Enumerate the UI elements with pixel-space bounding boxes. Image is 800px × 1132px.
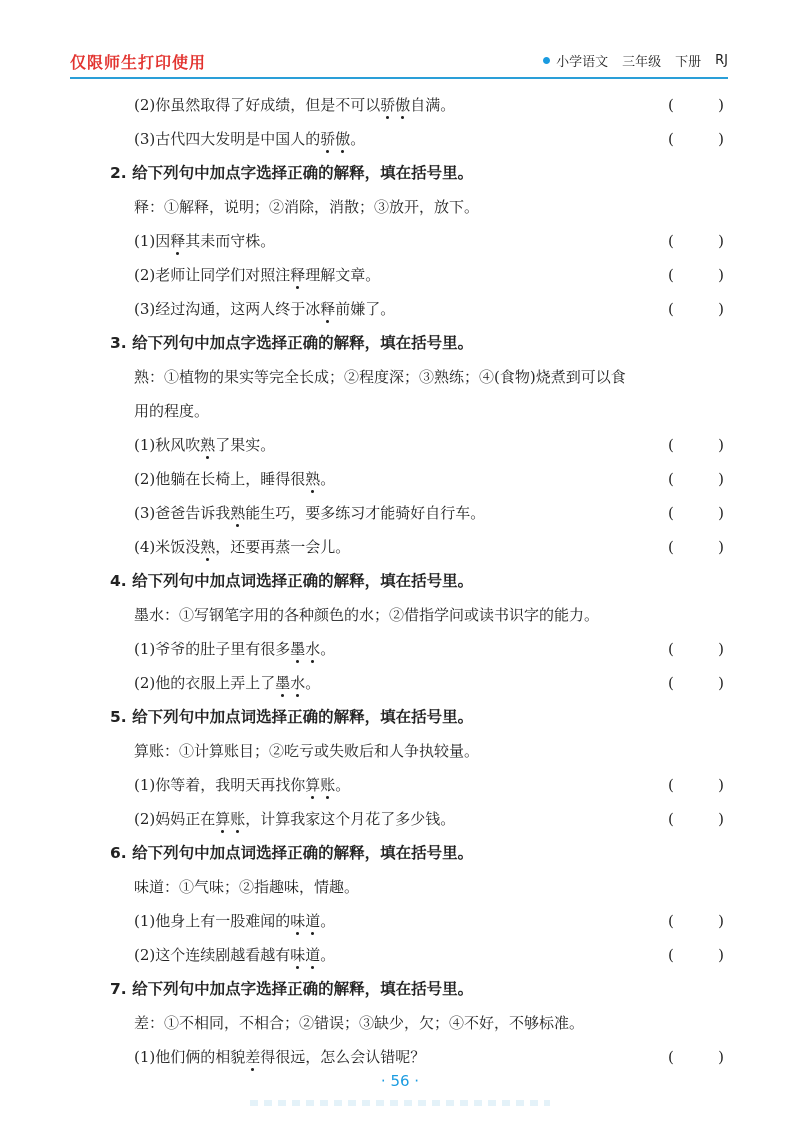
text-segment: 5. 给下列句中加点词选择正确的解释，填在括号里。 — [110, 708, 474, 726]
sentence-item — [0, 428, 800, 462]
text-segment: 。 — [320, 640, 336, 658]
dotted-character: 算 — [215, 802, 230, 836]
dotted-character: 骄 — [320, 122, 335, 156]
volume-label: 下册 — [675, 55, 702, 70]
text-segment: 其耒而守株。 — [185, 232, 276, 250]
text-segment: 。 — [320, 912, 336, 930]
question-heading — [0, 564, 800, 598]
header-divider — [70, 77, 728, 79]
text-segment: 。 — [335, 776, 351, 794]
answer-blank[interactable] — [668, 428, 724, 462]
text-segment: 前嫌了。 — [335, 300, 396, 318]
text-segment: 墨水：①写钢笔字用的各种颜色的水；②借指学问或读书识字的能力。 — [134, 606, 600, 624]
sentence-item — [0, 462, 800, 496]
text-segment: 得很远，怎么会认错呢？ — [260, 1048, 426, 1066]
text-segment: (1)他身上有一股难闻的 — [134, 912, 291, 930]
text-segment: 味道：①气味；②指趣味，情趣。 — [134, 878, 360, 896]
open-paren: ( — [668, 232, 674, 250]
close-paren: ) — [718, 538, 724, 556]
text-segment: 。 — [320, 946, 336, 964]
close-paren: ) — [718, 946, 724, 964]
sentence-item — [0, 88, 800, 122]
dotted-character: 墨 — [275, 666, 290, 700]
sentence-item — [0, 496, 800, 530]
text-segment: (1)爷爷的肚子里有很多 — [134, 640, 291, 658]
dotted-character: 算 — [305, 768, 320, 802]
book-info — [543, 51, 728, 70]
answer-blank[interactable] — [668, 462, 724, 496]
text-segment: (3)爸爸告诉我 — [134, 504, 231, 522]
dotted-character: 熟 — [230, 496, 245, 530]
sentence-item — [0, 938, 800, 972]
answer-blank[interactable] — [668, 292, 724, 326]
open-paren: ( — [668, 130, 674, 148]
page-header — [70, 48, 728, 76]
sentence-item — [0, 122, 800, 156]
definition-line — [0, 190, 800, 224]
grade-label: 三年级 — [622, 55, 662, 70]
text-segment: ，还要再蒸一会儿。 — [215, 538, 351, 556]
dotted-character: 水 — [290, 666, 305, 700]
text-segment: 释：①解释，说明；②消除，消散；③放开，放下。 — [134, 198, 480, 216]
definition-line — [0, 734, 800, 768]
open-paren: ( — [668, 810, 674, 828]
text-segment: (3)经过沟通，这两人终于冰 — [134, 300, 321, 318]
dotted-character: 味 — [290, 938, 305, 972]
definition-line — [0, 1006, 800, 1040]
dotted-character: 道 — [305, 938, 320, 972]
answer-blank[interactable] — [668, 938, 724, 972]
open-paren: ( — [668, 776, 674, 794]
open-paren: ( — [668, 912, 674, 930]
definition-line — [0, 360, 800, 394]
text-segment: (2)妈妈正在 — [134, 810, 216, 828]
sentence-item — [0, 530, 800, 564]
text-segment: 4. 给下列句中加点词选择正确的解释，填在括号里。 — [110, 572, 474, 590]
footer-decoration — [250, 1100, 550, 1106]
answer-blank[interactable] — [668, 258, 724, 292]
text-segment: ，计算我家这个月花了多少钱。 — [245, 810, 456, 828]
open-paren: ( — [668, 946, 674, 964]
print-notice: 仅限师生打印使用 — [70, 53, 207, 72]
text-segment: 理解文章。 — [305, 266, 381, 284]
text-segment: 7. 给下列句中加点字选择正确的解释，填在括号里。 — [110, 980, 474, 998]
text-segment: (4)米饭没 — [134, 538, 201, 556]
subject-label: 小学语文 — [556, 55, 609, 70]
open-paren: ( — [668, 640, 674, 658]
text-segment: (2)他躺在长椅上，睡得很 — [134, 470, 306, 488]
question-heading — [0, 972, 800, 1006]
bullet-dot-icon — [543, 57, 550, 64]
text-segment: 自满。 — [410, 96, 456, 114]
text-segment: 。 — [320, 470, 336, 488]
close-paren: ) — [718, 640, 724, 658]
open-paren: ( — [668, 1048, 674, 1066]
text-segment: 。 — [305, 674, 321, 692]
sentence-item — [0, 666, 800, 700]
close-paren: ) — [718, 810, 724, 828]
text-segment: 用的程度。 — [134, 402, 210, 420]
answer-blank[interactable] — [668, 904, 724, 938]
dotted-character: 熟 — [200, 428, 215, 462]
text-segment: 差：①不相同，不相合；②错误；③缺少，欠；④不好，不够标准。 — [134, 1014, 585, 1032]
sentence-item — [0, 904, 800, 938]
text-segment: 了果实。 — [215, 436, 276, 454]
dotted-character: 释 — [320, 292, 335, 326]
close-paren: ) — [718, 232, 724, 250]
dotted-character: 释 — [290, 258, 305, 292]
sentence-item — [0, 802, 800, 836]
text-segment: 6. 给下列句中加点词选择正确的解释，填在括号里。 — [110, 844, 474, 862]
answer-blank[interactable] — [668, 88, 724, 122]
answer-blank[interactable] — [668, 666, 724, 700]
close-paren: ) — [718, 1048, 724, 1066]
open-paren: ( — [668, 504, 674, 522]
definition-line — [0, 394, 800, 428]
answer-blank[interactable] — [668, 768, 724, 802]
open-paren: ( — [668, 674, 674, 692]
answer-blank[interactable] — [668, 632, 724, 666]
dotted-character: 道 — [305, 904, 320, 938]
dotted-character: 味 — [290, 904, 305, 938]
close-paren: ) — [718, 436, 724, 454]
open-paren: ( — [668, 96, 674, 114]
close-paren: ) — [718, 504, 724, 522]
text-segment: (3)古代四大发明是中国人的 — [134, 130, 321, 148]
text-segment: (2)老师让同学们对照注 — [134, 266, 291, 284]
text-segment: (2)这个连续剧越看越有 — [134, 946, 291, 964]
exercise-content — [0, 88, 800, 1074]
text-segment: 能生巧，要多练习才能骑好自行车。 — [245, 504, 486, 522]
answer-blank[interactable] — [668, 224, 724, 258]
sentence-item — [0, 1040, 800, 1074]
answer-blank[interactable] — [668, 122, 724, 156]
question-heading — [0, 326, 800, 360]
answer-blank[interactable] — [668, 496, 724, 530]
question-heading — [0, 836, 800, 870]
open-paren: ( — [668, 470, 674, 488]
dotted-character: 骄 — [380, 88, 395, 122]
close-paren: ) — [718, 674, 724, 692]
close-paren: ) — [718, 266, 724, 284]
sentence-item — [0, 258, 800, 292]
answer-blank[interactable] — [668, 530, 724, 564]
text-segment: (1)他们俩的相貌 — [134, 1048, 246, 1066]
question-heading — [0, 700, 800, 734]
text-segment: 3. 给下列句中加点字选择正确的解释，填在括号里。 — [110, 334, 474, 352]
close-paren: ) — [718, 912, 724, 930]
text-segment: (1)秋风吹 — [134, 436, 201, 454]
text-segment: (2)他的衣服上弄上了 — [134, 674, 276, 692]
text-segment: 。 — [350, 130, 366, 148]
text-segment: 算账：①计算账目；②吃亏或失败后和人争执较量。 — [134, 742, 480, 760]
close-paren: ) — [718, 470, 724, 488]
question-heading — [0, 156, 800, 190]
text-segment: 2. 给下列句中加点字选择正确的解释，填在括号里。 — [110, 164, 474, 182]
dotted-character: 熟 — [200, 530, 215, 564]
close-paren: ) — [718, 300, 724, 318]
dotted-character: 账 — [320, 768, 335, 802]
dotted-character: 释 — [170, 224, 185, 258]
definition-line — [0, 598, 800, 632]
dotted-character: 傲 — [395, 88, 410, 122]
dotted-character: 墨 — [290, 632, 305, 666]
dotted-character: 熟 — [305, 462, 320, 496]
answer-blank[interactable] — [668, 802, 724, 836]
definition-line — [0, 870, 800, 904]
close-paren: ) — [718, 776, 724, 794]
sentence-item — [0, 768, 800, 802]
answer-blank[interactable] — [668, 1040, 724, 1074]
dotted-character: 傲 — [335, 122, 350, 156]
dotted-character: 差 — [245, 1040, 260, 1074]
dotted-character: 水 — [305, 632, 320, 666]
sentence-item — [0, 224, 800, 258]
open-paren: ( — [668, 538, 674, 556]
text-segment: (1)因 — [134, 232, 171, 250]
text-segment: (2)你虽然取得了好成绩，但是不可以 — [134, 96, 381, 114]
sentence-item — [0, 292, 800, 326]
text-segment: 熟：①植物的果实等完全长成；②程度深；③熟练；④(食物)烧煮到可以食 — [134, 368, 626, 386]
dotted-character: 账 — [230, 802, 245, 836]
close-paren: ) — [718, 130, 724, 148]
text-segment: (1)你等着，我明天再找你 — [134, 776, 306, 794]
edition-label: RJ — [715, 53, 728, 68]
open-paren: ( — [668, 266, 674, 284]
page-number: · 56 · — [380, 1072, 420, 1090]
open-paren: ( — [668, 300, 674, 318]
open-paren: ( — [668, 436, 674, 454]
close-paren: ) — [718, 96, 724, 114]
sentence-item — [0, 632, 800, 666]
